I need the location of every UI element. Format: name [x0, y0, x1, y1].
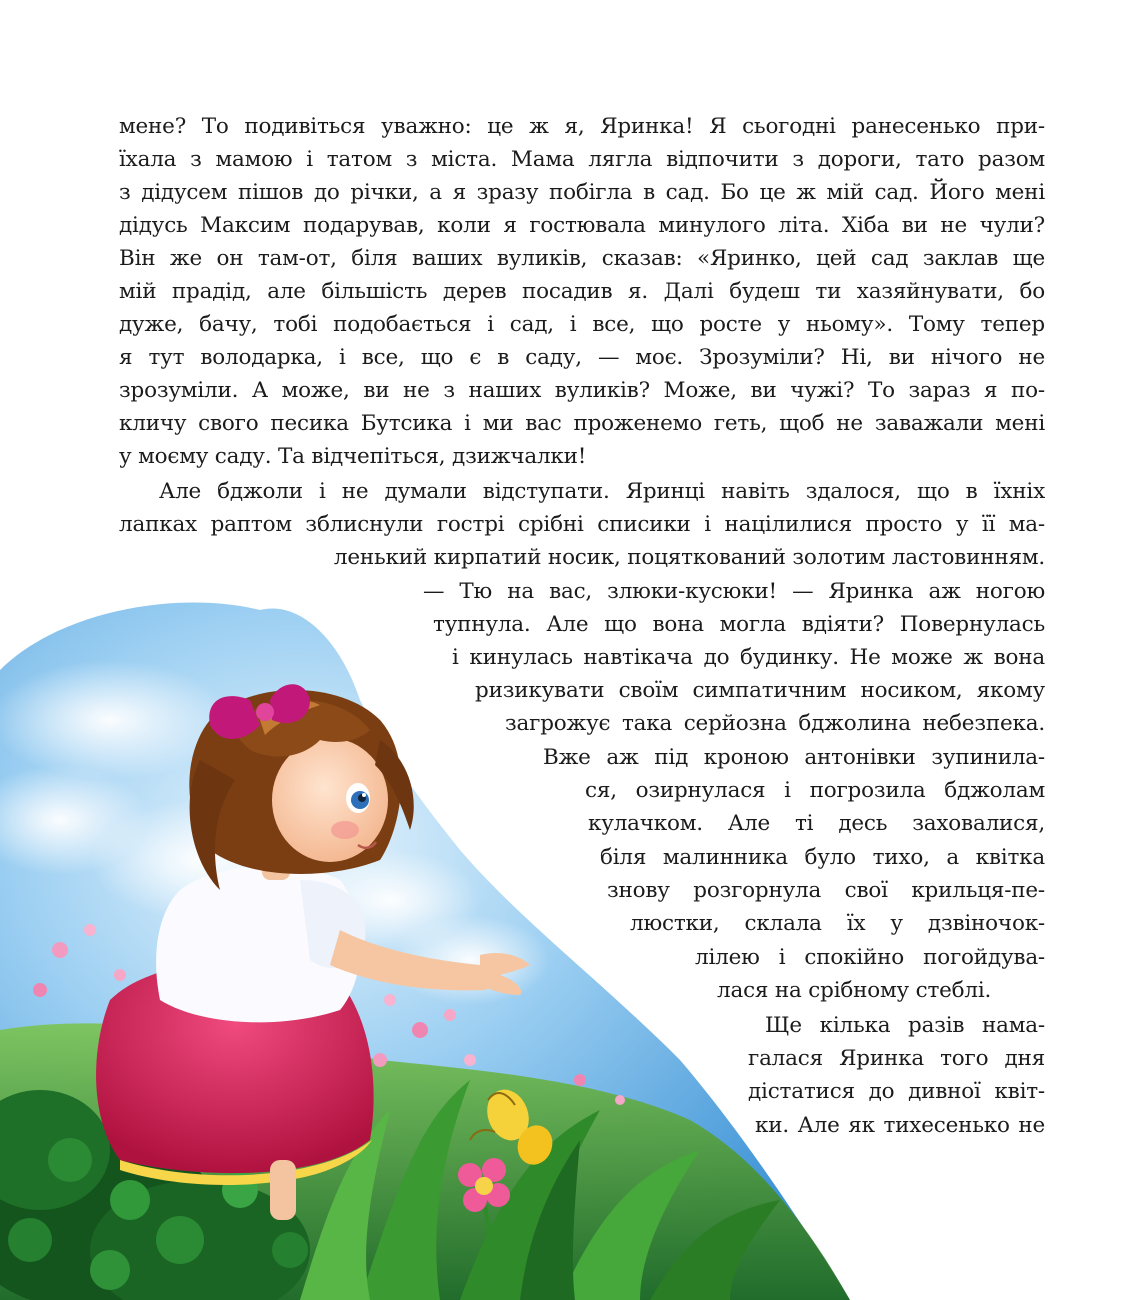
text-line: загрожує така серйозна бджолина небезпека. — [505, 711, 1045, 736]
text-line: кличу свого песика Бутсика і ми вас проженемо геть, щоб не заважали мені — [119, 411, 1045, 436]
text-line: лілею і спокійно погойдува- — [695, 945, 1045, 970]
text-line: я тут володарка, і все, що є в саду, — моє. Зрозуміли? Ні, ви нічого не — [119, 345, 1045, 370]
text-line: Вже аж під кроною антонівки зупинила- — [543, 745, 1045, 770]
text-line: Він же он там-от, біля ваших вуликів, сказав: «Яринко, цей сад заклав ще — [119, 246, 1045, 271]
text-line: дідусь Максим подарував, коли я гостювала минулого літа. Хіба ви не чули? — [119, 213, 1045, 238]
text-line: — Тю на вас, злюки-кусюки! — Яринка аж ногою — [423, 579, 1045, 604]
text-line: Ще кілька разів нама- — [765, 1013, 1045, 1038]
text-line: ризикувати своїм симпатичним носиком, якому — [475, 678, 1045, 703]
text-line: знову розгорнула свої крильця-пе- — [607, 878, 1045, 903]
text-line: і кинулась навтікача до будинку. Не може ж вона — [452, 645, 1045, 670]
text-line: лася на срібному стеблі. — [717, 978, 992, 1003]
text-line: дістатися до дивної квіт- — [748, 1079, 1045, 1104]
text-line: мене? То подивіться уважно: це ж я, Яринка! Я сьогодні ранесенько при- — [119, 114, 1045, 139]
text-line: біля малинника було тихо, а квітка — [600, 845, 1045, 870]
text-line: галася Яринка того дня — [748, 1046, 1045, 1071]
text-line: Але бджоли і не думали відступати. Яринці навіть здалося, що в їхніх — [159, 479, 1045, 504]
text-line: люстки, склала їх у дзвіночок- — [630, 911, 1045, 936]
text-line: ся, озирнулася і погрозила бджолам — [585, 778, 1045, 803]
text-line: дуже, бачу, тобі подобається і сад, і все, що росте у ньому». Тому тепер — [119, 312, 1045, 337]
text-line: їхала з мамою і татом з міста. Мама лягла відпочити з дороги, тато разом — [119, 147, 1045, 172]
text-line: лапках раптом зблиснули гострі срібні списики і націлилися просто у її ма- — [119, 512, 1045, 537]
text-line: кулачком. Але ті десь заховалися, — [588, 811, 1045, 836]
text-line: з дідусем пішов до річки, а я зразу побігла в сад. Бо це ж мій сад. Його мені — [119, 180, 1045, 205]
text-line: ленький кирпатий носик, поцяткований золотим ластовинням. — [333, 545, 1045, 570]
text-line: у моєму саду. Та відчепіться, дзижчалки! — [119, 444, 587, 469]
text-line: зрозуміли. А може, ви не з наших вуликів? Може, ви чужі? То зараз я по- — [119, 378, 1045, 403]
text-line: мій прадід, але більшість дерев посадив я. Далі будеш ти хазяйнувати, бо — [119, 279, 1045, 304]
text-line: ки. Але як тихесенько не — [755, 1113, 1045, 1138]
text-line: тупнула. Але що вона могла вдіяти? Повернулась — [433, 612, 1045, 637]
